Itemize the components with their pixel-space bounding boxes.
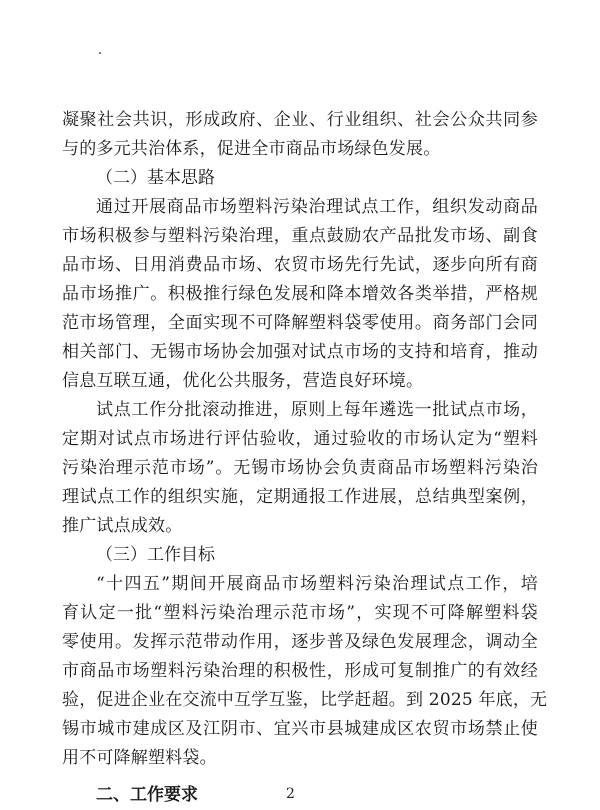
text-line: 与的多元共治体系，促进全市商品市场绿色发展。 (62, 139, 441, 159)
text-line: 用不可降解塑料袋。 (62, 748, 217, 768)
document-body (62, 106, 548, 810)
text-line: 育认定一批“塑料污染治理示范市场”，实现不可降解塑料袋 (62, 603, 538, 623)
text-line: 范市场管理，全面实现不可降解塑料袋零使用。商务部门会同 (62, 313, 538, 333)
work-goals-paragraph (62, 570, 548, 773)
text-line: 信息互联互通，优化公共服务，营造良好环境。 (62, 371, 424, 391)
text-line: 品市场推广。积极推行绿色发展和降本增效各类举措，严格规 (62, 284, 538, 304)
section-heading-work-goals: （三）工作目标 (96, 545, 215, 565)
text-line: 试点工作分批滚动推进，原则上每年遴选一批试点市场， (96, 400, 538, 420)
section-heading-requirements: 二、工作要求 (96, 785, 198, 805)
text-line: 相关部门、无锡市场协会加强对试点市场的支持和培育，推动 (62, 342, 538, 362)
text-line: 零使用。发挥示范带动作用，逐步普及绿色发展理念，调动全 (62, 632, 538, 652)
text-line: 推广试点成效。 (62, 516, 183, 536)
text-line: 通过开展商品市场塑料污染治理试点工作，组织发动商品 (96, 197, 538, 217)
intro-paragraph (62, 106, 538, 164)
text-line: 污染治理示范市场”。无锡市场协会负责商品市场塑料污染治 (62, 458, 538, 478)
text-line: 市场积极参与塑料污染治理，重点鼓励农产品批发市场、副食 (62, 226, 538, 246)
text-line: 验，促进企业在交流中互学互鉴，比学赶超。到 2025 年底，无 (62, 690, 548, 710)
basic-approach-paragraph-2 (62, 396, 538, 541)
section-heading-basic-approach: （二）基本思路 (96, 168, 215, 188)
text-line: 定期对试点市场进行评估验收，通过验收的市场认定为“塑料 (62, 429, 538, 449)
text-line: “十四五”期间开展商品市场塑料污染治理试点工作，培 (96, 574, 538, 594)
basic-approach-paragraph-1 (62, 193, 538, 396)
text-line: 品市场、日用消费品市场、农贸市场先行先试，逐步向所有商 (62, 255, 538, 275)
text-line: 市商品市场塑料污染治理的积极性，形成可复制推广的有效经 (62, 661, 538, 681)
text-line: 凝聚社会共识，形成政府、企业、行业组织、社会公众共同参 (62, 110, 538, 130)
page-number: 2 (286, 786, 295, 802)
scan-speck (99, 52, 101, 54)
text-line: 锡市城市建成区及江阴市、宜兴市县城建成区农贸市场禁止使 (62, 719, 538, 739)
text-line: 理试点工作的组织实施，定期通报工作进展，总结典型案例， (62, 487, 538, 507)
